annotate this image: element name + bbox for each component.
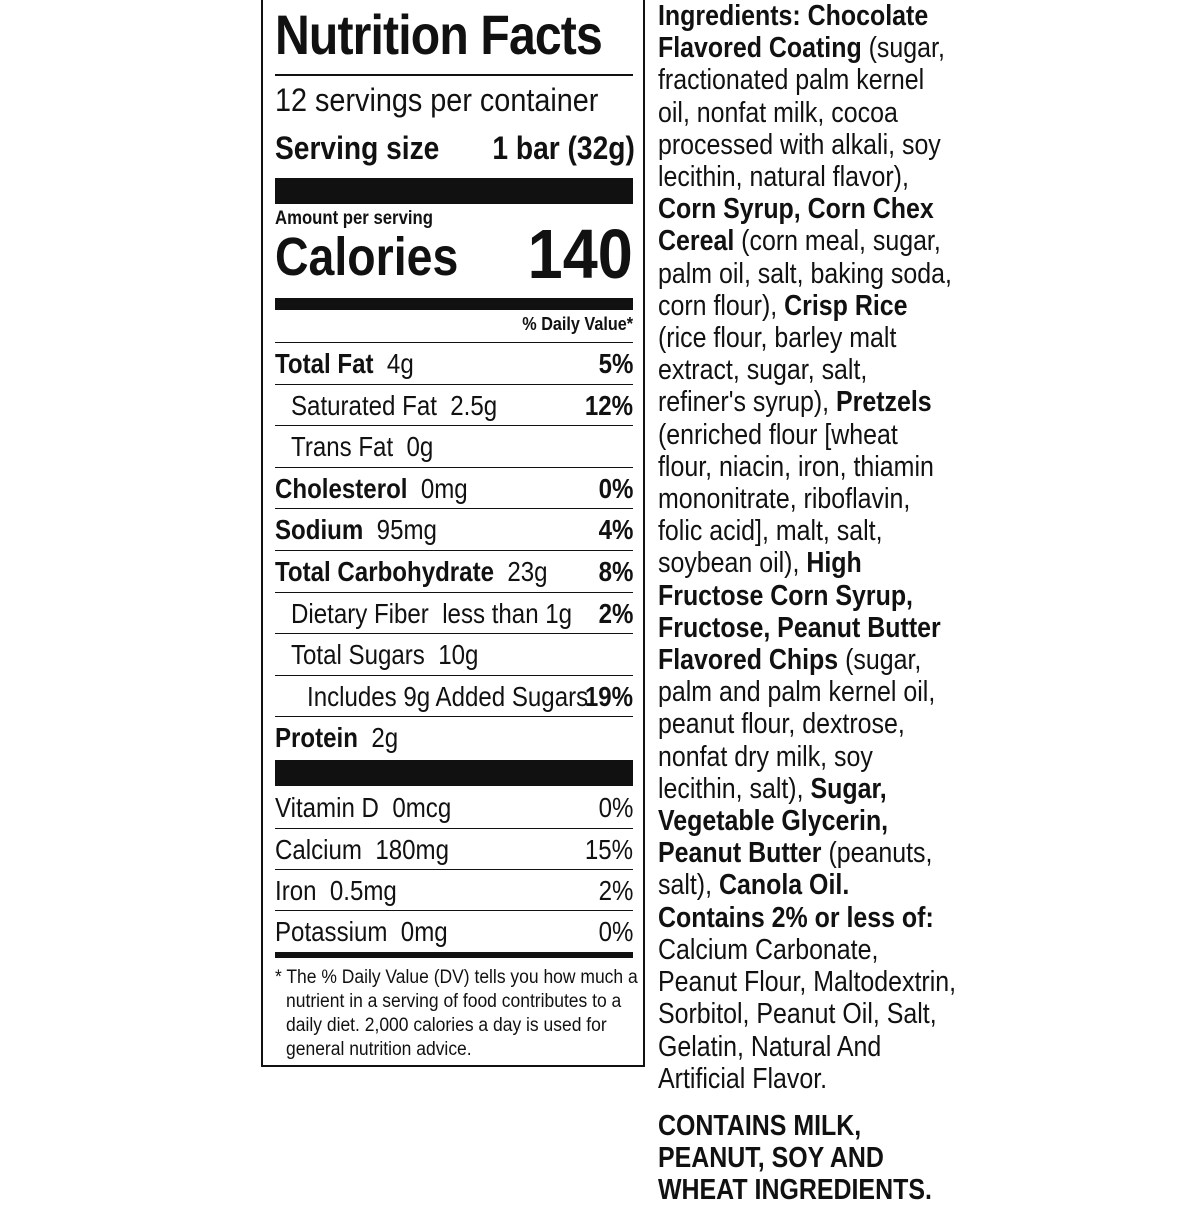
ingredients-line [658, 547, 916, 579]
ingredient-text: Peanut Flour, Maltodextrin, [658, 966, 957, 999]
vitamin-daily-value: 2% [598, 875, 633, 906]
ingredient-bold-text: Pretzels [836, 386, 932, 419]
vitamin-name: Potassium [275, 916, 388, 947]
nutrient-row [275, 425, 633, 466]
ingredient-text: peanut flour, dextrose, [658, 708, 905, 741]
ingredient-text: Sorbitol, Peanut Oil, Salt, [658, 998, 937, 1031]
nutrient-amount: 10g [438, 639, 479, 671]
ingredients-line [658, 901, 934, 934]
ingredient-bold-text: Cereal [658, 225, 735, 258]
nutrient-amount: 0mg [420, 472, 468, 504]
ingredients-line [658, 580, 916, 612]
vitamin-amount: 180mg [375, 834, 450, 865]
ingredients-line [658, 64, 925, 97]
vitamin-amount: 0mcg [392, 792, 452, 823]
vitamin-row [275, 869, 633, 910]
nutrition-facts-title: Nutrition Facts [275, 3, 602, 66]
vitamin-row [275, 787, 633, 828]
calories-label: Calories [275, 227, 459, 287]
nutrient-label [291, 431, 433, 463]
ingredients-line [658, 0, 929, 32]
ingredient-bold-text: Vegetable Glycerin, [658, 805, 889, 838]
vitamin-row [275, 828, 633, 869]
serving-size-value: 1 bar (32g) [492, 130, 635, 166]
ingredient-bold-text: Crisp Rice [784, 289, 908, 322]
vitamin-name: Iron [275, 875, 317, 906]
ingredient-text: (peanuts, [821, 837, 933, 870]
ingredient-bold-text: Ingredients: Chocolate [658, 0, 929, 32]
ingredient-text: Artificial Flavor. [658, 1062, 828, 1095]
ingredient-text: extract, sugar, salt, [658, 354, 868, 387]
ingredient-text: refiner's syrup), [658, 386, 837, 419]
ingredient-bold-text: Corn Syrup, Corn Chex [658, 193, 934, 226]
vitamin-amount: 0.5mg [329, 875, 397, 906]
servings-per-container: 12 servings per container [275, 82, 599, 118]
nutrient-label [291, 598, 572, 630]
nutrient-name: Includes 9g Added Sugars [307, 680, 589, 712]
nutrient-row [275, 716, 633, 757]
nutrient-daily-value: 4% [598, 514, 633, 546]
divider-footnote [275, 952, 633, 958]
vitamin-amount: 0mg [400, 916, 448, 947]
nutrient-name: Dietary Fiber [291, 597, 429, 629]
ingredients-line [658, 1063, 916, 1095]
ingredients-line [658, 322, 916, 354]
nutrient-label [275, 722, 398, 754]
ingredients-line [658, 805, 916, 837]
nutrient-amount: 0g [406, 431, 434, 463]
ingredient-text: (rice flour, barley malt [658, 322, 897, 355]
ingredient-bold-text: Peanut Butter [658, 837, 822, 870]
ingredients-line [658, 1031, 916, 1063]
serving-size-row [275, 130, 635, 167]
footnote-line: nutrient in a serving of food contributes to a [286, 991, 622, 1012]
nutrition-facts-panel [261, 0, 645, 1067]
ingredients-line [658, 450, 934, 483]
ingredient-text: lecithin, salt), [658, 772, 811, 805]
ingredients-line [658, 998, 937, 1031]
vitamin-name: Vitamin D [275, 792, 379, 823]
nutrient-label [307, 681, 588, 713]
vitamin-label [275, 834, 449, 866]
ingredient-text: palm and palm kernel oil, [658, 676, 936, 709]
nutrient-label [291, 639, 478, 671]
divider-medium [275, 298, 633, 310]
nutrient-amount: 95mg [376, 514, 437, 546]
nutrient-label [275, 514, 437, 546]
ingredient-text: Gelatin, Natural And [658, 1030, 882, 1063]
ingredients-line [658, 934, 916, 966]
nutrient-name: Total Carbohydrate [275, 556, 494, 587]
amount-per-serving: Amount per serving [275, 208, 433, 229]
ingredient-text: Calcium Carbonate, [658, 933, 879, 966]
nutrient-daily-value: 12% [584, 389, 633, 421]
ingredients-line [658, 193, 934, 226]
nutrient-amount: 23g [507, 556, 548, 587]
nutrient-daily-value: 19% [584, 680, 633, 712]
nutrient-amount: 4g [386, 348, 414, 379]
nutrient-name: Total Fat [275, 348, 374, 379]
ingredient-text: corn flour), [658, 289, 785, 322]
ingredients-line [658, 419, 916, 451]
ingredient-text: (sugar, [861, 32, 945, 65]
nutrient-row [275, 592, 633, 633]
divider-thick-vitamins [275, 760, 633, 786]
ingredient-text: (enriched flour [wheat [658, 418, 898, 451]
nutrient-label [275, 556, 548, 588]
daily-value-footnote [275, 966, 638, 1062]
ingredients-line [658, 676, 936, 709]
ingredient-bold-text: Contains 2% or less of: [658, 901, 934, 934]
ingredient-text: fractionated palm kernel [658, 64, 925, 97]
vitamin-label [275, 875, 397, 907]
footnote-line: daily diet. 2,000 calories a day is used for [286, 1015, 607, 1036]
nutrient-daily-value: 0% [598, 472, 633, 504]
ingredients-line [658, 354, 916, 386]
daily-value-header: % Daily Value* [522, 314, 633, 334]
vitamin-row [275, 910, 633, 951]
nutrient-amount: less than 1g [442, 597, 573, 629]
nutrient-name: Protein [275, 722, 358, 754]
vitamin-label [275, 916, 448, 948]
ingredient-text: palm oil, salt, baking soda, [658, 257, 952, 290]
nutrient-daily-value: 5% [598, 348, 633, 379]
vitamin-daily-value: 0% [598, 916, 633, 947]
ingredient-text: nonfat dry milk, soy [658, 740, 873, 773]
ingredient-bold-text: Canola Oil. [718, 869, 850, 902]
ingredients-line [658, 773, 916, 805]
ingredients-line [658, 869, 916, 901]
nutrient-row [275, 550, 633, 591]
nutrient-daily-value: 8% [598, 556, 633, 587]
nutrient-name: Trans Fat [291, 431, 394, 463]
nutrient-label [291, 390, 497, 422]
footnote-line: general nutrition advice. [286, 1039, 472, 1060]
nutrient-row [275, 675, 633, 716]
ingredients-line [658, 708, 916, 740]
ingredient-bold-text: Fructose, Peanut Butter [658, 611, 941, 644]
ingredient-text: flour, niacin, iron, thiamin [658, 450, 934, 483]
nutrient-label [275, 473, 468, 505]
allergen-line: PEANUT, SOY AND [658, 1142, 884, 1174]
footnote-line: * The % Daily Value (DV) tells you how much a [275, 967, 638, 988]
ingredients-line [658, 161, 916, 193]
divider-thick [275, 178, 633, 204]
ingredient-text: folic acid], malt, salt, [658, 515, 883, 548]
ingredients-line [658, 257, 952, 290]
ingredients-line [658, 32, 945, 65]
nutrient-daily-value: 2% [598, 597, 633, 629]
nutrient-name: Saturated Fat [291, 389, 437, 421]
ingredient-text: soybean oil), [658, 547, 807, 580]
ingredients-line [658, 611, 941, 644]
nutrient-name: Cholesterol [275, 472, 408, 504]
vitamin-daily-value: 15% [584, 834, 633, 865]
ingredient-text: oil, nonfat milk, cocoa [658, 96, 898, 129]
ingredients-line [658, 966, 957, 999]
ingredient-text: processed with alkali, soy [658, 128, 941, 161]
vitamin-label [275, 792, 451, 824]
nutrient-row [275, 384, 633, 425]
nutrient-name: Sodium [275, 514, 364, 546]
ingredients-line [658, 386, 932, 419]
nutrient-amount: 2.5g [450, 389, 498, 421]
ingredient-text: (corn meal, sugar, [734, 225, 941, 258]
ingredient-bold-text: High [806, 547, 862, 580]
allergen-line: CONTAINS MILK, [658, 1110, 862, 1142]
nutrient-row [275, 633, 633, 674]
divider-thin [275, 74, 633, 76]
ingredients-line [658, 741, 916, 773]
ingredients-line [658, 515, 916, 547]
ingredient-bold-text: Fructose Corn Syrup, [658, 579, 913, 612]
ingredients-line [658, 128, 941, 161]
ingredients-text [658, 0, 958, 1095]
allergen-statement [658, 1110, 978, 1206]
calories-value: 140 [527, 215, 633, 293]
vitamin-name: Calcium [275, 834, 362, 865]
ingredient-bold-text: Flavored Coating [658, 32, 862, 65]
serving-size-label: Serving size [275, 130, 440, 166]
nutrient-row [275, 342, 633, 383]
ingredient-text: lecithin, natural flavor), [658, 161, 909, 194]
nutrient-row [275, 467, 633, 508]
ingredients-line [658, 225, 941, 258]
ingredients-line [658, 644, 922, 677]
ingredient-bold-text: Flavored Chips [658, 644, 839, 677]
ingredient-text: (sugar, [838, 644, 922, 677]
vitamin-daily-value: 0% [598, 792, 633, 823]
ingredients-line [658, 483, 916, 515]
nutrient-name: Total Sugars [291, 639, 425, 671]
nutrient-row [275, 508, 633, 549]
allergen-line: WHEAT INGREDIENTS. [658, 1174, 932, 1206]
nutrient-amount: 2g [371, 722, 399, 754]
ingredients-line [658, 837, 933, 870]
ingredient-bold-text: Sugar, [810, 772, 887, 805]
ingredients-line [658, 97, 916, 129]
nutrient-label [275, 348, 414, 380]
ingredient-text: salt), [658, 869, 719, 902]
ingredient-text: mononitrate, riboflavin, [658, 483, 911, 516]
ingredients-line [658, 290, 916, 322]
